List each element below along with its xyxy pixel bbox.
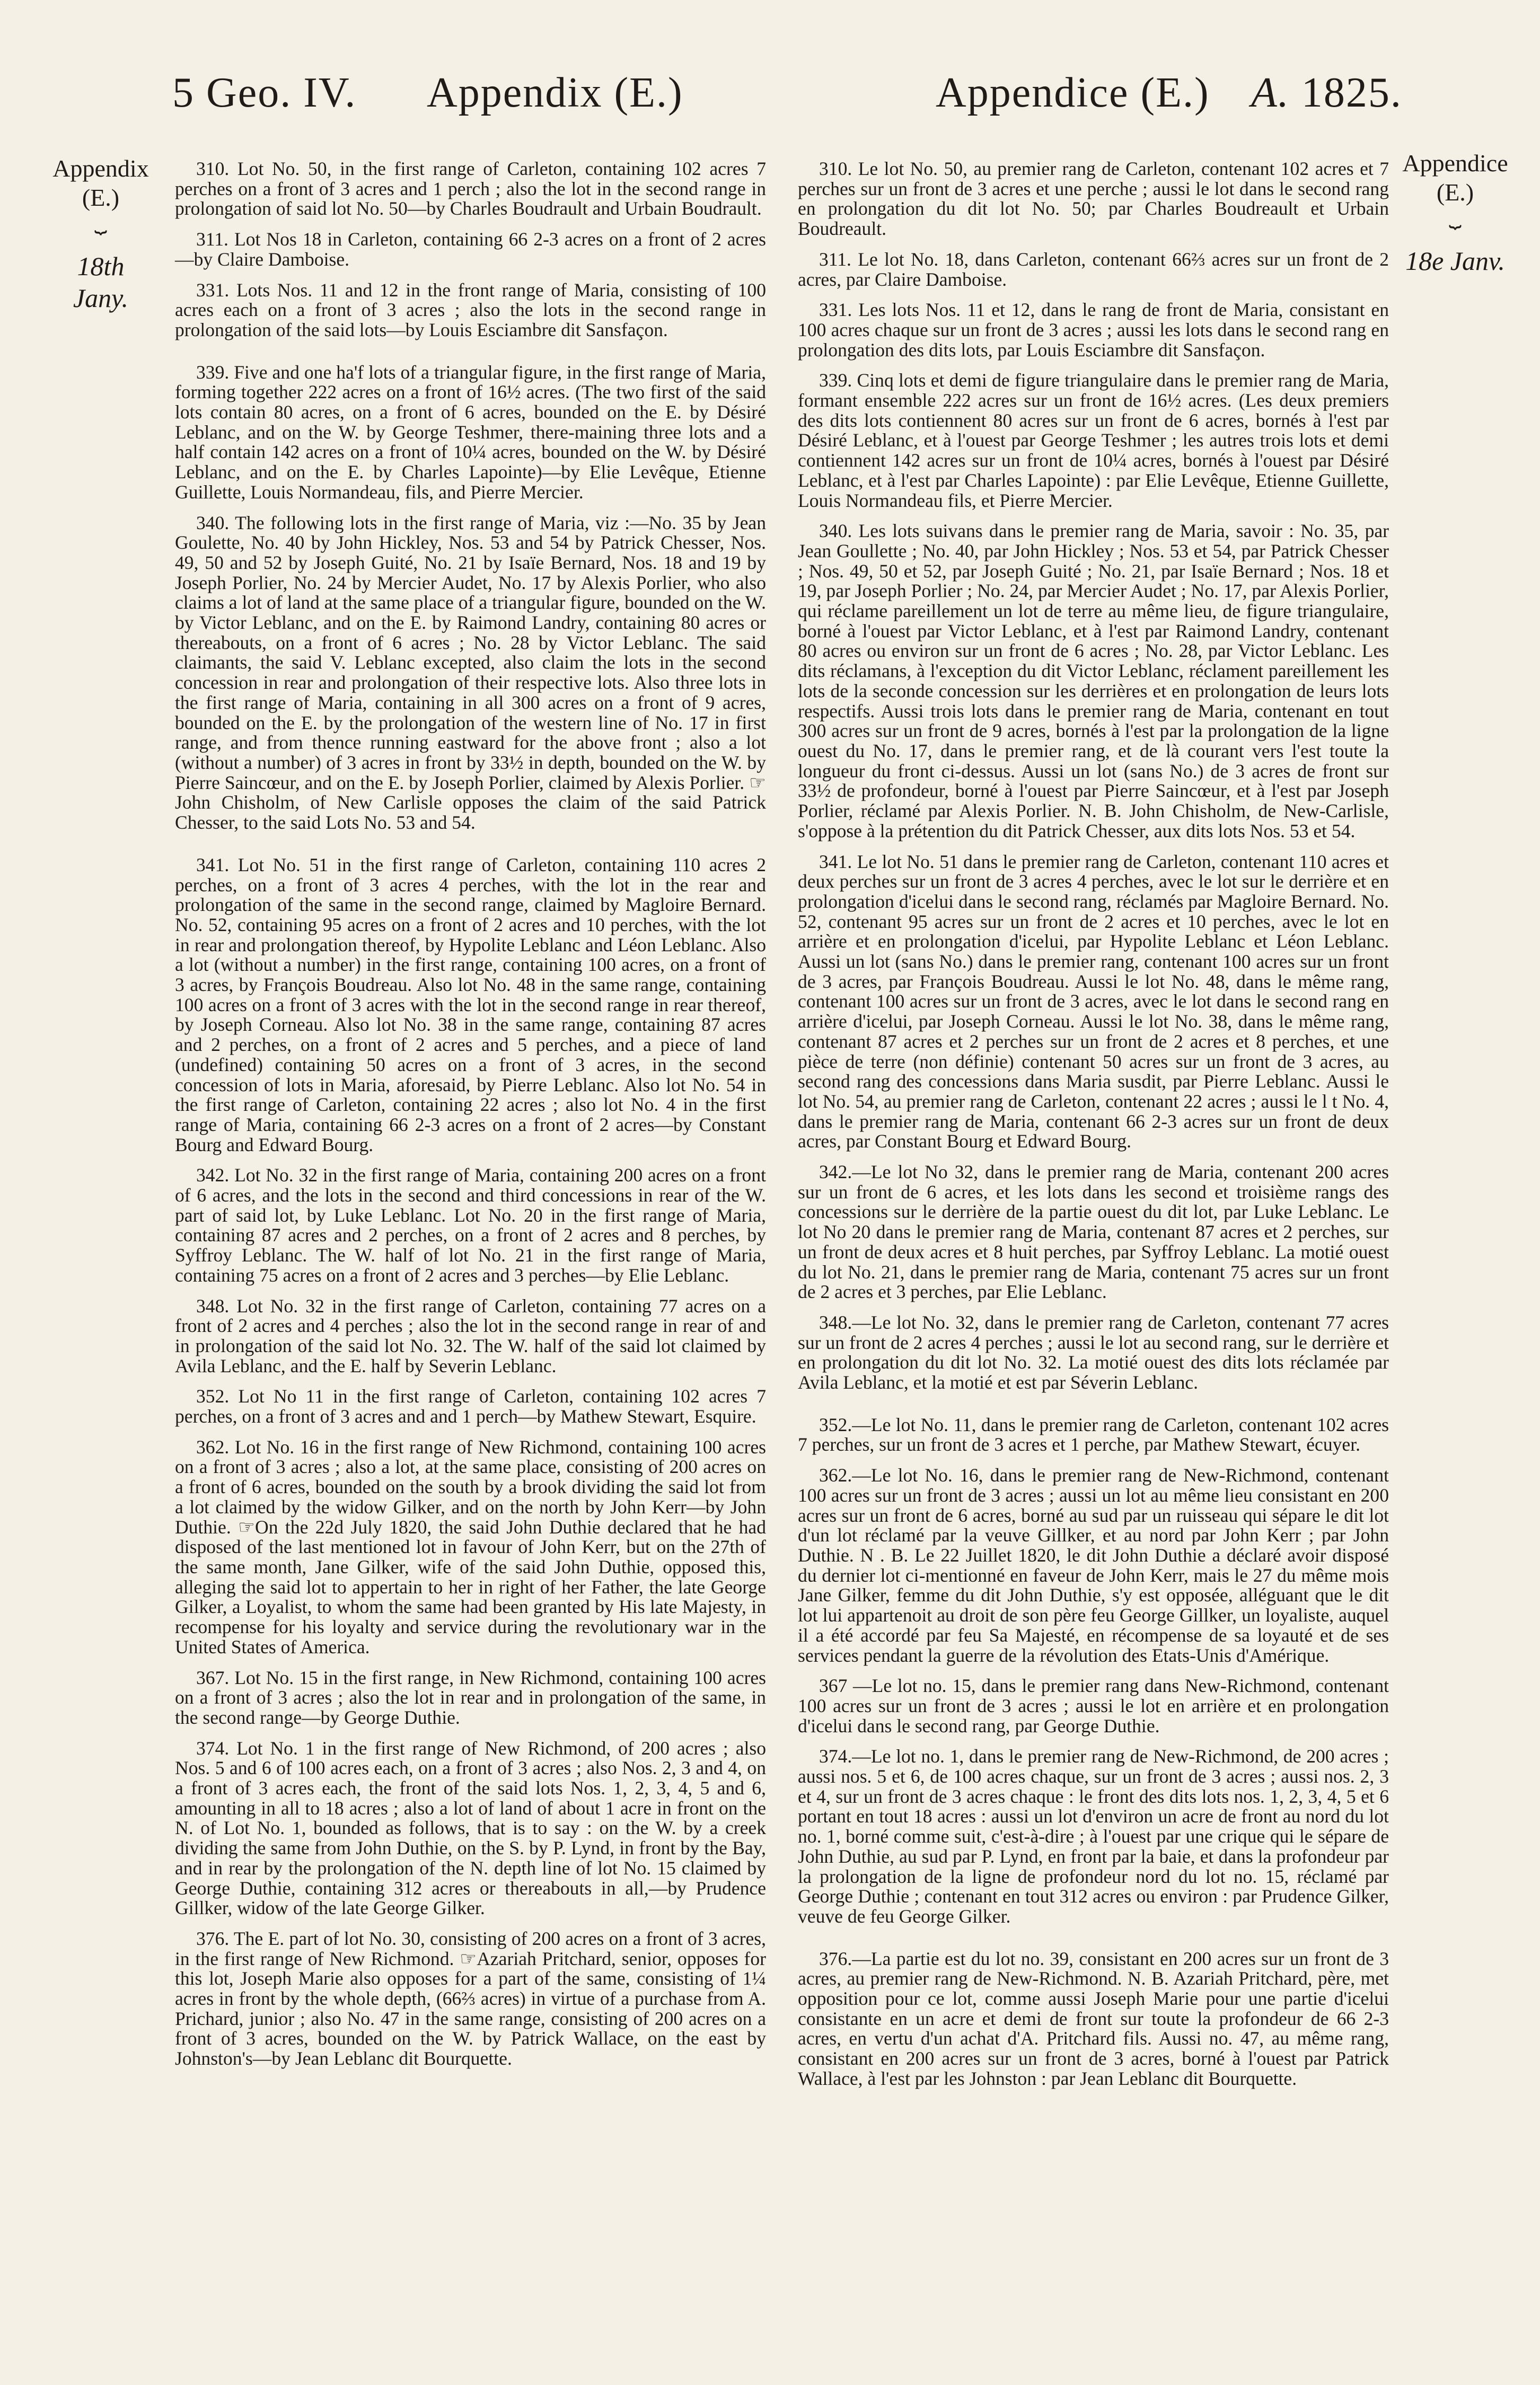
header-appendix-fr: Appendice (E.) (936, 69, 1210, 116)
margin-right-title: Appendice (1402, 150, 1508, 177)
entry-en-352: 352. Lot No 11 in the first range of Carleton, containing 102 acres 7 perches, on a front of 3 acres and and 1 perch—by Mathew Stewart, Esquire. (175, 1386, 766, 1427)
margin-left-date: 18th Jany. (73, 251, 129, 313)
entry-fr-331: 331. Les lots Nos. 11 et 12, dans le rang de front de Maria, consistant en 100 acres chaque sur un front de 3 acres ; aussi les lots dans le second rang en prolongation des dits lots, par Louis Esciambre dit Sansfaçon. (798, 299, 1389, 361)
entry-en-339: 339. Five and one ha'f lots of a triangular figure, in the first range of Maria, forming together 222 acres on a front of 16½ acres. (The two first of the said lots contain 80 acres, on a front of 6 acres, bounded on the E. by Désiré Leblanc, and on the W. by George Teshmer, there-maining three lots and a half contain 142 acres on a front of 10¼ acres, bounded on the W. by Désiré Leblanc, and on the E. by Charles Lapointe)—by Elie Levêque, Etienne Guillette, Louis Normandeau, fils, and Pierre Mercier. (175, 361, 766, 503)
margin-left-sub: (E.) (82, 184, 120, 212)
entry-en-362: 362. Lot No. 16 in the first range of New Richmond, containing 100 acres on a front of 3 acres ; also a lot, at the same place, consisting of 200 acres on a front of 6 acres, bounded on the south by a brook dividing the said lot from a lot claimed by the widow Gilker, and on the north by John Kerr—by John Duthie. ☞On the 22d July 1820, the said John Duthie declared that he had disposed of the last mentioned lot in favour of John Kerr, but on the 27th of the same month, Jane Gilker, wife of the said John Duthie, opposed this, alleging the said lot to appertain to her in right of her Father, the late George Gilker, a Loyalist, to whom the same had been granted by His late Majesty, in recompense for his loyalty and service during the revolutionary war in the United States of America. (175, 1436, 766, 1658)
entry-en-376: 376. The E. part of lot No. 30, consisting of 200 acres on a front of 3 acres, in the first range of New Richmond. ☞Azariah Pritchard, senior, opposes for this lot, Joseph Marie also opposes for a part of the same, consisting of 1¼ acres in front by the whole depth, (66⅔ acres) in virtue of a purchase from A. Prichard, junior ; also No. 47 in the same range, consisting of 200 acres on a front of 3 acres, bounded on the W. by Patrick Wallace, on the east by Johnston's—by Jean Leblanc dit Bourquette. (175, 1927, 766, 2070)
margin-right-brace: ⏟ (1449, 204, 1462, 229)
entry-en-367: 367. Lot No. 15 in the first range, in New Richmond, containing 100 acres on a front of 3 acres ; also the lot in rear and in prolongation of the same, in the second range—by George Duthie. (175, 1667, 766, 1728)
entry-fr-310: 310. Le lot No. 50, au premier rang de Carleton, contenant 102 acres et 7 perches sur un front de 3 acres et une perche ; aussi le lot dans le second rang en prolongation du dit lot No. 50; par Charles Boudreault et Urbain Boudreault. (798, 158, 1389, 240)
entry-fr-374: 374.—Le lot no. 1, dans le premier rang de New-Richmond, de 200 acres ; aussi nos. 5 et 6, de 100 acres chaque, sur un front de 3 acres ; aussi nos. 2, 3 et 4, sur un front de 3 acres chaque : le front des dits lots nos. 1, 2, 3, 4, 5 et 6 portant en tout 18 acres : aussi un lot d'environ un acre de front au nord du lot no. 1, borné comme suit, c'est-à-dire ; à l'ouest par une crique qui le sépare de John Duthie, au sud par P. Lynd, en front par la baie, et dans la profondeur par la prolongation de la ligne de profondeur nord du lot no. 15, réclamé par George Duthie ; contenant en tout 312 acres ou environ : par Prudence Gilker, veuve de feu George Gilker. (798, 1746, 1389, 1927)
entry-fr-362: 362.—Le lot No. 16, dans le premier rang de New-Richmond, contenant 100 acres sur un front de 3 acres ; aussi un lot au même lieu consistant en 200 acres sur un front de 6 acres, borné au sud par un ruisseau qui sépare le dit lot d'un lot réclamé par la veuve Gillker, et au nord par John Kerr ; par John Duthie. N . B. Le 22 Juillet 1820, le dit John Duthie a déclaré avoir disposé du dernier lot ci-mentionné en faveur de John Kerr, mais le 27 du même mois Jane Gilker, femme du dit John Duthie, s'y est opposée, alléguant que le dit lot lui appartenoit au droit de son père feu George Gillker, un loyaliste, auquel il a été accordé par feu Sa Majesté, en récompense de sa loyauté et de ses services pendant la guerre de la révolution des Etats-Unis d'Amérique. (798, 1465, 1389, 1666)
entry-en-341: 341. Lot No. 51 in the first range of Carleton, containing 110 acres 2 perches, on a front of 3 acres 4 perches, with the lot in the rear and prolongation of the same in the second range, claimed by Magloire Bernard. No. 52, containing 95 acres on a front of 2 acres and 10 perches, with the lot in rear and prolongation thereof, by Hypolite Leblanc and Léon Leblanc. Also a lot (without a number) in the first range, containing 100 acres, on a front of 3 acres, by François Boudreau. Also lot No. 48 in the same range, containing 100 acres on a front of 3 acres with the lot in the second range in rear thereof, by Joseph Corneau. Also lot No. 38 in the same range, containing 87 acres and 2 perches, on a front of 2 acres and 5 perches, and a piece of land (undefined) containing 50 acres on a front of 3 acres, in the second concession of lots in Maria, aforesaid, by Pierre Leblanc. Also lot No. 54 in the first range of Carleton, containing 22 acres ; also lot No. 4 in the first range of Maria, containing 66 2-3 acres on a front of 2 acres—by Constant Bourg and Edward Bourg. (175, 854, 766, 1155)
entry-en-331: 331. Lots Nos. 11 and 12 in the front range of Maria, consisting of 100 acres each on a front of 3 acres ; also the lots in the second range in prolongation of the said lots—by Louis Esciambre dit Sansfaçon. (175, 279, 766, 340)
margin-note-left (48, 154, 154, 314)
entry-en-310: 310. Lot No. 50, in the first range of Carleton, containing 102 acres 7 perches on a front of 3 acres and 1 perch ; also the lot in the second range in prolongation of said lot No. 50—by Charles Boudrault and Urbain Boudrault. (175, 158, 766, 220)
header-session: 5 Geo. IV. (172, 69, 357, 116)
margin-left-title: Appendix (52, 155, 149, 182)
header-appendix-en: Appendix (E.) (427, 69, 683, 116)
entry-fr-341: 341. Le lot No. 51 dans le premier rang de Carleton, contenant 110 acres et deux perches sur un front de 3 acres 4 perches, avec le lot sur le derrière et en prolongation d'icelui dans le second rang, réclamés par Magloire Bernard. No. 52, contenant 95 acres sur un front de 2 acres et 10 perches, avec le lot en arrière et en prolongation d'icelui, par Hypolite Leblanc et Léon Leblanc. Aussi un lot (sans No.) dans le premier rang, contenant 100 acres sur un front de 3 acres, par François Boudreau. Aussi le lot No. 48, dans le même rang, contenant 100 acres sur un front de 3 acres, avec le lot dans le second rang en arrière d'icelui, par Joseph Corneau. Aussi le lot No. 38, dans le même rang, contenant 87 acres et 2 perches sur un front de 2 acres et 8 perches, et une pièce de terre (non définie) contenant 50 acres sur un front de 3 acres, au second rang des concessions dans Maria susdit, par Pierre Leblanc. Aussi le lot No. 54, au premier rang de Carleton, contenant 22 acres ; aussi le l t No. 4, dans le premier rang de Maria, contenant 66 2-3 acres sur un front de deux acres, par Constant Bourg et Edward Bourg. (798, 850, 1389, 1152)
margin-right-date: 18e Janv. (1405, 246, 1505, 276)
entry-fr-339: 339. Cinq lots et demi de figure triangulaire dans le premier rang de Maria, formant ensemble 222 acres sur un front de 16½ acres. (Les deux premiers des dits lots contiennent 80 acres sur un front de 6 acres, bornés à l'est par Désiré Leblanc, et à l'ouest par George Teshmer ; les autres trois lots et demi contiennent 142 acres sur un front de 10¼ acres, bornés à l'ouest par Désiré Leblanc, et à l'est par Charles Lapointe) : par Elie Levêque, Etienne Guillette, Louis Normandeau fils, et Pierre Mercier. (798, 370, 1389, 511)
entry-en-342: 342. Lot No. 32 in the first range of Maria, containing 200 acres on a front of 6 acres, and the lots in the second and third concessions in rear of the W. part of said lot, by Luke Leblanc. Lot No. 20 in the first range of Maria, containing 87 acres and 2 perches, on a front of 2 acres and 8 perches, by Syffroy Leblanc. The W. half of lot No. 21 in the first range of Maria, containing 75 acres on a front of 2 acres and 3 perches—by Elie Leblanc. (175, 1164, 766, 1286)
entry-en-348: 348. Lot No. 32 in the first range of Carleton, containing 77 acres on a front of 2 acres and 4 perches ; also the lot in the second range in rear of and in prolongation of the said lot No. 32. The W. half of the said lot claimed by Avila Leblanc, and the E. half by Severin Leblanc. (175, 1295, 766, 1376)
entry-fr-348: 348.—Le lot No. 32, dans le premier rang de Carleton, contenant 77 acres sur un front de 2 acres 4 perches ; aussi le lot au second rang, sur le derrière et en prolongation du dit lot No. 32. La motié ouest des dits lots réclamée par Avila Leblanc, et la motié et est par Séverin Leblanc. (798, 1311, 1389, 1393)
entry-fr-340: 340. Les lots suivans dans le premier rang de Maria, savoir : No. 35, par Jean Goullette ; No. 40, par John Hickley ; Nos. 53 et 54, par Patrick Chesser ; Nos. 49, 50 et 52, par Joseph Guité ; No. 21, par Isaïe Bernard ; Nos. 18 et 19, par Joseph Porlier ; No. 24, par Mercier Audet ; No. 17, par Alexis Porlier, qui réclame pareillement un lot de terre au même lieu, de figure triangulaire, borné à l'ouest par Victor Leblanc, et à l'est par Raimond Landry, contenant 80 acres ou environ sur un front de 6 acres ; No. 28, par Victor Leblanc. Les dits réclamans, à l'exception du dit Victor Leblanc, réclament pareillement les lots de la seconde concession sur les derrières et en prolongation de leurs lots respectifs. Aussi trois lots dans le premier rang de Maria, contenant en tout 300 acres sur un front de 9 acres, bornés à l'est par la prolongation de la ligne ouest du No. 17, dans le premier rang, et de là courant vers l'est toute la longueur du front ci-dessus. Aussi un lot (sans No.) de 3 acres de front sur 33½ de profondeur, borné à l'ouest par Pierre Saincœur, et à l'est par Joseph Porlier, réclamé par Alexis Porlier. N. B. John Chisholm, de New-Carlisle, s'oppose à la prétention du dit Patrick Chesser, aux dits lots Nos. 53 et 54. (798, 520, 1389, 841)
entry-fr-352: 352.—Le lot No. 11, dans le premier rang de Carleton, contenant 102 acres 7 perches, sur un front de 3 acres et 1 perche, par Mathew Stewart, écuyer. (798, 1414, 1389, 1455)
header-a: A. (1251, 69, 1290, 116)
french-column (798, 159, 1389, 2100)
entry-en-340: 340. The following lots in the first range of Maria, viz :—No. 35 by Jean Goulette, No. 40 by John Hickley, Nos. 53 and 54 by Patrick Chesser, Nos. 49, 50 and 52 by Joseph Guité, No. 21 by Isaïe Bernard, Nos. 18 and 19 by Joseph Porlier, No. 24 by Mercier Audet, No. 17 by Alexis Porlier, who also claims a lot of land at the same place of a triangular figure, bounded on the W. by Victor Leblanc, and on the E. by Raimond Landry, containing 80 acres or thereabouts, on a front of 6 acres ; No. 28 by Victor Leblanc. The said claimants, the said V. Leblanc excepted, also claim the lots in the second concession in rear and prolongation of their respective lots. Also three lots in the first range of Maria, containing in all 300 acres on a front of 9 acres, bounded on the E. by the prolongation of the western line of No. 17 in first range, and from thence running eastward for the above front ; also a lot (without a number) of 3 acres in front by 33½ in depth, bounded on the W. by Pierre Saincœur, and on the E. by Joseph Porlier, claimed by Alexis Porlier. ☞John Chisholm, of New Carlisle opposes the claim of the said Patrick Chesser, to the said Lots No. 53 and 54. (175, 512, 766, 834)
entry-fr-311: 311. Le lot No. 18, dans Carleton, contenant 66⅔ acres sur un front de 2 acres, par Claire Damboise. (798, 248, 1389, 290)
entry-en-374: 374. Lot No. 1 in the first range of New Richmond, of 200 acres ; also Nos. 5 and 6 of 100 acres each, on a front of 3 acres ; also Nos. 2, 3 and 4, on a front of 3 acres each, the front of the said lots Nos. 1, 2, 3, 4, 5 and 6, amounting in all to 18 acres ; also a lot of land of about 1 acre in front on the N. of Lot No. 1, bounded as follows, that is to say : on the W. by a creek dividing the same from John Duthie, on the S. by P. Lynd, in front by the Bay, and in rear by the prolongation of the N. depth line of lot No. 15 claimed by George Duthie, containing 312 acres or thereabouts in all,—by Prudence Gillker, widow of the late George Gilker. (175, 1737, 766, 1919)
entry-fr-342: 342.—Le lot No 32, dans le premier rang de Maria, contenant 200 acres sur un front de 6 acres, et les lots dans les second et troisième rangs des concessions sur le derrière de la partie ouest du dit lot, par Luke Leblanc. Le lot No 20 dans le premier rang de Maria, contenant 87 acres et 2 perches, sur un front de deux acres et 8 huit perches, par Syffroy Leblanc. La motié ouest du lot No. 21, dans le premier rang de Maria, contenant 75 acres sur un front de 2 acres et 3 perches, par Elie Leblanc. (798, 1161, 1389, 1303)
margin-left-brace: ⏟ (94, 209, 107, 234)
margin-note-right (1389, 148, 1521, 277)
entry-fr-376: 376.—La partie est du lot no. 39, consistant en 200 acres sur un front de 3 acres, au premier rang de New-Richmond. N. B. Azariah Pritchard, père, met opposition pour ce lot, comme aussi Joseph Marie pour une partie d'icelui consistante en un acre et demi de front sur toute la profondeur de 66 2-3 acres, en vertu d'un achat d'A. Pritchard fils. Aussi no. 47, au même rang, consistant en 200 acres sur un front de 3 acres, borné à l'ouest par Patrick Wallace, à l'est par les Johnston : par Jean Leblanc dit Bourquette. (798, 1948, 1389, 2089)
margin-right-sub: (E.) (1436, 179, 1474, 206)
entry-en-311: 311. Lot Nos 18 in Carleton, containing 66 2-3 acres on a front of 2 acres—by Claire Damboise. (175, 229, 766, 270)
english-column (175, 159, 766, 2080)
header-year (1251, 69, 1402, 117)
header-year-value: 1825. (1301, 69, 1402, 116)
entry-fr-367: 367 —Le lot no. 15, dans le premier rang dans New-Richmond, contenant 100 acres sur un front de 3 acres ; aussi le lot en arrière et en prolongation d'icelui dans le second rang, par George Duthie. (798, 1675, 1389, 1737)
